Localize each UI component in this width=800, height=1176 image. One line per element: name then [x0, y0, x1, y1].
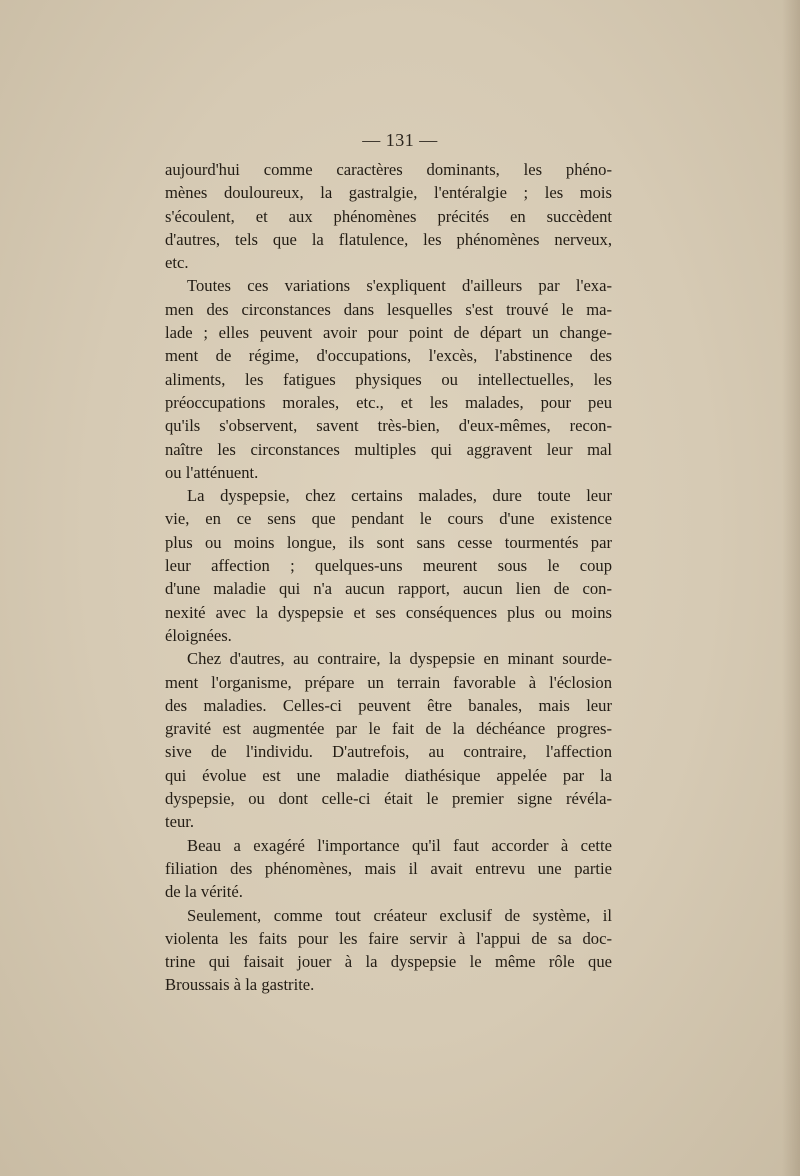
text-line: de la vérité.: [165, 882, 243, 902]
paragraph-2: [165, 274, 612, 484]
text-line: trine qui faisait jouer à la dyspepsie le même rôle que: [165, 952, 612, 972]
paragraph-6: [165, 904, 612, 997]
text-line: des maladies. Celles-ci peuvent être banales, mais leur: [165, 695, 612, 715]
text-line: s'écoulent, et aux phénomènes précités en succèdent: [165, 206, 612, 226]
text-line: men des circonstances dans lesquelles s'est trouvé le ma-: [165, 299, 612, 319]
text-line: lade ; elles peuvent avoir pour point de départ un change-: [165, 323, 612, 343]
text-line: d'une maladie qui n'a aucun rapport, aucun lien de con-: [165, 579, 612, 599]
text-line: qui évolue est une maladie diathésique appelée par la: [165, 765, 612, 785]
text-line: ou l'atténuent.: [165, 462, 259, 482]
paragraph-3: [165, 484, 612, 647]
body-text: [165, 158, 612, 997]
text-line: naître les circonstances multiples qui aggravent leur mal: [165, 439, 612, 459]
paragraph-5: [165, 834, 612, 904]
text-line: aliments, les fatigues physiques ou intellectuelles, les: [165, 369, 612, 389]
text-line: dyspepsie, ou dont celle-ci était le premier signe révéla-: [165, 789, 612, 809]
text-line: ment l'organisme, prépare un terrain favorable à l'éclosion: [165, 672, 612, 692]
text-line: mènes douloureux, la gastralgie, l'entéralgie ; les mois: [165, 183, 612, 203]
text-line: Chez d'autres, au contraire, la dyspepsie en minant sourde-: [187, 649, 612, 669]
paragraph-4: [165, 647, 612, 833]
text-line: Broussais à la gastrite.: [165, 975, 315, 995]
text-line: ment de régime, d'occupations, l'excès, l'abstinence des: [165, 346, 612, 366]
page-number: — 131 —: [362, 130, 438, 150]
text-line: gravité est augmentée par le fait de la déchéance progres-: [165, 719, 612, 739]
page-edge-shadow: [782, 0, 800, 1176]
text-line: filiation des phénomènes, mais il avait entrevu une partie: [165, 858, 612, 878]
text-line: Beau a exagéré l'importance qu'il faut accorder à cette: [187, 835, 612, 855]
text-line: Seulement, comme tout créateur exclusif de système, il: [187, 905, 612, 925]
paragraph-1: [165, 158, 612, 274]
text-line: préoccupations morales, etc., et les malades, pour peu: [165, 392, 612, 412]
text-line: teur.: [165, 812, 195, 832]
text-line: violenta les faits pour les faire servir à l'appui de sa doc-: [165, 928, 612, 948]
text-line: vie, en ce sens que pendant le cours d'une existence: [165, 509, 612, 529]
text-line: leur affection ; quelques-uns meurent sous le coup: [165, 556, 612, 576]
text-line: aujourd'hui comme caractères dominants, les phéno-: [165, 160, 612, 179]
text-line: etc.: [165, 253, 189, 273]
text-line: qu'ils s'observent, savent très-bien, d'eux-mêmes, recon-: [165, 416, 612, 436]
text-line: éloignées.: [165, 625, 232, 645]
text-line: d'autres, tels que la flatulence, les phénomènes nerveux,: [165, 229, 612, 249]
text-line: Toutes ces variations s'expliquent d'ailleurs par l'exa-: [187, 276, 612, 296]
text-line: La dyspepsie, chez certains malades, dure toute leur: [187, 486, 612, 506]
text-line: nexité avec la dyspepsie et ses conséquences plus ou moins: [165, 602, 612, 622]
text-line: plus ou moins longue, ils sont sans cesse tourmentés par: [165, 532, 612, 552]
text-line: sive de l'individu. D'autrefois, au contraire, l'affection: [165, 742, 612, 762]
